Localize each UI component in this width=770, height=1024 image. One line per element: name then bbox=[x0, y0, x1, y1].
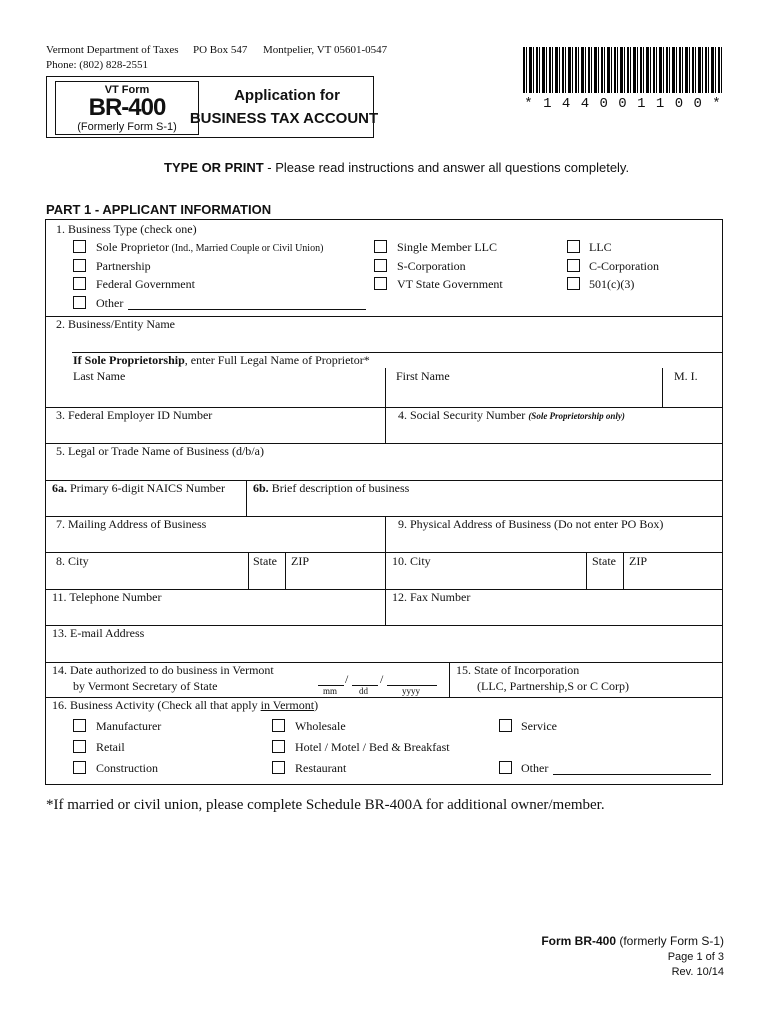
agency-phone: Phone: (802) 828-2551 bbox=[46, 59, 149, 71]
q12-number: 12. bbox=[392, 590, 407, 604]
fax-input[interactable] bbox=[387, 604, 722, 624]
q4-number: 4. bbox=[398, 408, 407, 422]
q3-number: 3. bbox=[56, 408, 65, 422]
physical-city-input[interactable] bbox=[387, 568, 585, 588]
middle-initial-input[interactable] bbox=[664, 384, 722, 406]
vt-state-government-label: VT State Government bbox=[397, 277, 503, 291]
q12-label bbox=[392, 590, 470, 605]
501c3-checkbox[interactable] bbox=[567, 277, 580, 290]
q4-label bbox=[398, 408, 625, 423]
form-code: BR-400 bbox=[88, 94, 166, 121]
divider bbox=[449, 662, 450, 697]
formerly-label: (Formerly Form S-1) bbox=[77, 121, 177, 133]
q5-label bbox=[56, 444, 264, 459]
q11-number: 11. bbox=[52, 590, 67, 604]
first-name-input[interactable] bbox=[387, 384, 661, 406]
form-title-line2: BUSINESS TAX ACCOUNT bbox=[189, 110, 379, 127]
q15-line1: State of Incorporation bbox=[474, 663, 580, 677]
q4-note: (Sole Proprietorship only) bbox=[528, 411, 625, 421]
single-member-llc-checkbox[interactable] bbox=[374, 240, 387, 253]
wholesale-label: Wholesale bbox=[295, 719, 346, 733]
q8-state-label: State bbox=[253, 554, 277, 568]
q14-line1: Date authorized to do business in Vermont bbox=[70, 663, 274, 677]
footer-form-rest: (formerly Form S-1) bbox=[616, 934, 724, 948]
q7-text: Mailing Address of Business bbox=[68, 517, 207, 531]
q9-text: Physical Address of Business (Do not enter PO Box) bbox=[410, 517, 664, 531]
last-name-label: Last Name bbox=[73, 369, 126, 383]
service-label: Service bbox=[521, 719, 557, 733]
business-entity-name-input[interactable] bbox=[46, 331, 722, 351]
q2-label bbox=[56, 317, 175, 332]
footer-form-id bbox=[541, 934, 724, 948]
divider bbox=[285, 552, 286, 589]
s-corporation-checkbox[interactable] bbox=[374, 259, 387, 272]
agency-city: Montpelier, VT 05601-0547 bbox=[263, 44, 388, 56]
divider bbox=[45, 552, 723, 553]
q5-number: 5. bbox=[56, 444, 65, 458]
q13-number: 13. bbox=[52, 626, 67, 640]
q1-number: 1. bbox=[56, 222, 65, 236]
email-input[interactable] bbox=[46, 640, 722, 661]
q1-label bbox=[56, 222, 197, 237]
q1-text: Business Type (check one) bbox=[68, 222, 197, 236]
date-slash: / bbox=[345, 672, 349, 686]
dd-hint: dd bbox=[359, 686, 368, 696]
barcode-text: * 1 4 4 0 0 1 1 0 0 * bbox=[524, 96, 722, 112]
fein-input[interactable] bbox=[46, 422, 384, 442]
mailing-state-input[interactable] bbox=[250, 568, 284, 588]
po-box: PO Box 547 bbox=[193, 44, 248, 56]
vt-state-government-checkbox[interactable] bbox=[374, 277, 387, 290]
vt-form-label: VT Form bbox=[104, 84, 150, 96]
divider bbox=[662, 368, 663, 407]
partnership-checkbox[interactable] bbox=[73, 259, 86, 272]
sole-prop-rest: , enter Full Legal Name of Proprietor* bbox=[184, 353, 370, 367]
q7-number: 7. bbox=[56, 517, 65, 531]
retail-checkbox[interactable] bbox=[73, 740, 86, 753]
form-title-line1: Application for bbox=[234, 87, 340, 104]
q3-label bbox=[56, 408, 212, 423]
footer-page: Page 1 of 3 bbox=[667, 951, 724, 963]
q6b-label bbox=[253, 481, 409, 496]
other-type-input[interactable] bbox=[128, 309, 366, 310]
footnote: *If married or civil union, please complete Schedule BR-400A for additional owner/member. bbox=[46, 797, 605, 813]
manufacturer-checkbox[interactable] bbox=[73, 719, 86, 732]
q4-text: Social Security Number bbox=[410, 408, 529, 422]
sole-proprietor-checkbox[interactable] bbox=[73, 240, 86, 253]
q15-label bbox=[456, 663, 579, 678]
manufacturer-label: Manufacturer bbox=[96, 719, 162, 733]
q16-label bbox=[52, 698, 318, 713]
single-member-llc-label: Single Member LLC bbox=[397, 240, 497, 254]
other-activity-input[interactable] bbox=[553, 774, 711, 775]
yyyy-hint: yyyy bbox=[402, 686, 420, 696]
q6b-text: Brief description of business bbox=[271, 481, 410, 495]
q15-number: 15. bbox=[456, 663, 471, 677]
federal-government-checkbox[interactable] bbox=[73, 277, 86, 290]
q12-text: Fax Number bbox=[410, 590, 471, 604]
federal-government-label: Federal Government bbox=[96, 277, 195, 291]
divider bbox=[385, 368, 386, 443]
q11-label bbox=[52, 590, 162, 605]
q6a-label bbox=[52, 481, 225, 496]
other-type-checkbox[interactable] bbox=[73, 296, 86, 309]
q16-number: 16. bbox=[52, 698, 67, 712]
instructions-rest: - Please read instructions and answer all questions completely. bbox=[263, 160, 630, 175]
q10-zip-label: ZIP bbox=[629, 554, 647, 568]
q8-zip-label: ZIP bbox=[291, 554, 309, 568]
restaurant-label: Restaurant bbox=[295, 761, 347, 775]
sole-prop-bold: If Sole Proprietorship bbox=[73, 353, 185, 367]
mm-hint: mm bbox=[323, 686, 338, 696]
physical-state-input[interactable] bbox=[588, 568, 622, 588]
barcode-image bbox=[523, 47, 723, 93]
middle-initial-label: M. I. bbox=[674, 369, 698, 383]
divider bbox=[623, 552, 624, 589]
q16-text-end: ) bbox=[314, 698, 319, 712]
q14-number: 14. bbox=[52, 663, 67, 677]
divider bbox=[246, 480, 247, 516]
q10-state-label: State bbox=[592, 554, 616, 568]
c-corporation-checkbox[interactable] bbox=[567, 259, 580, 272]
q5-text: Legal or Trade Name of Business (d/b/a) bbox=[68, 444, 264, 458]
divider bbox=[248, 552, 249, 589]
date-slash: / bbox=[380, 672, 384, 686]
construction-label: Construction bbox=[96, 761, 158, 775]
q8-number: 8. bbox=[56, 554, 65, 568]
physical-zip-input[interactable] bbox=[625, 568, 722, 588]
hotel-checkbox[interactable] bbox=[272, 740, 285, 753]
s-corporation-label: S-Corporation bbox=[397, 259, 466, 273]
q8-label bbox=[56, 554, 89, 569]
trade-name-input[interactable] bbox=[46, 459, 722, 479]
physical-address-input[interactable] bbox=[387, 531, 722, 551]
telephone-input[interactable] bbox=[46, 604, 384, 624]
service-checkbox[interactable] bbox=[499, 719, 512, 732]
instructions bbox=[164, 160, 629, 175]
q9-number: 9. bbox=[398, 517, 407, 531]
other-activity-checkbox[interactable] bbox=[499, 761, 512, 774]
q13-label bbox=[52, 626, 144, 641]
ssn-input[interactable] bbox=[387, 422, 722, 442]
last-name-input[interactable] bbox=[72, 384, 384, 406]
business-description-input[interactable] bbox=[248, 495, 722, 515]
q16-text-underlined: in Vermont bbox=[260, 698, 315, 712]
q6a-number: 6a. bbox=[52, 481, 67, 495]
q6b-number: 6b. bbox=[253, 481, 269, 495]
part1-title: PART 1 - APPLICANT INFORMATION bbox=[46, 202, 272, 217]
llc-label: LLC bbox=[589, 240, 612, 254]
construction-checkbox[interactable] bbox=[73, 761, 86, 774]
footer-form-bold: Form BR-400 bbox=[541, 934, 616, 948]
q10-text: City bbox=[410, 554, 431, 568]
divider bbox=[586, 552, 587, 589]
retail-label: Retail bbox=[96, 740, 125, 754]
llc-checkbox[interactable] bbox=[567, 240, 580, 253]
other-activity-label: Other bbox=[521, 761, 549, 775]
q11-text: Telephone Number bbox=[69, 590, 162, 604]
hotel-label: Hotel / Motel / Bed & Breakfast bbox=[295, 740, 450, 754]
q14-line2: by Vermont Secretary of State bbox=[73, 679, 218, 693]
q13-text: E-mail Address bbox=[70, 626, 145, 640]
q7-label bbox=[56, 517, 206, 532]
mailing-zip-input[interactable] bbox=[287, 568, 384, 588]
divider bbox=[45, 625, 723, 626]
sole-proprietor-label bbox=[96, 240, 323, 255]
other-type-label: Other bbox=[96, 296, 124, 310]
restaurant-checkbox[interactable] bbox=[272, 761, 285, 774]
q15-line2: (LLC, Partnership,S or C Corp) bbox=[477, 679, 629, 693]
footer-rev: Rev. 10/14 bbox=[671, 966, 724, 978]
first-name-label: First Name bbox=[396, 369, 450, 383]
instructions-bold: TYPE OR PRINT bbox=[164, 160, 264, 175]
form-id-box bbox=[46, 76, 379, 138]
q6a-text: Primary 6-digit NAICS Number bbox=[70, 481, 225, 495]
q3-text: Federal Employer ID Number bbox=[68, 408, 213, 422]
sole-proprietor-text: Sole Proprietor bbox=[96, 240, 169, 254]
c-corporation-label: C-Corporation bbox=[589, 259, 659, 273]
q10-number: 10. bbox=[392, 554, 407, 568]
naics-input[interactable] bbox=[46, 495, 245, 515]
q2-number: 2. bbox=[56, 317, 65, 331]
agency-name: Vermont Department of Taxes bbox=[46, 44, 179, 56]
mailing-address-input[interactable] bbox=[46, 531, 384, 551]
501c3-label: 501(c)(3) bbox=[589, 277, 635, 291]
q2-text: Business/Entity Name bbox=[68, 317, 175, 331]
mailing-city-input[interactable] bbox=[46, 568, 247, 588]
q14-label bbox=[52, 663, 274, 678]
q10-label bbox=[392, 554, 431, 569]
q8-text: City bbox=[68, 554, 89, 568]
sole-proprietor-note: (Ind., Married Couple or Civil Union) bbox=[169, 243, 324, 254]
q9-label bbox=[398, 517, 663, 532]
q16-text: Business Activity (Check all that apply bbox=[70, 698, 261, 712]
divider bbox=[385, 516, 386, 625]
wholesale-checkbox[interactable] bbox=[272, 719, 285, 732]
partnership-label: Partnership bbox=[96, 259, 151, 273]
sole-prop-instruction bbox=[73, 353, 370, 368]
